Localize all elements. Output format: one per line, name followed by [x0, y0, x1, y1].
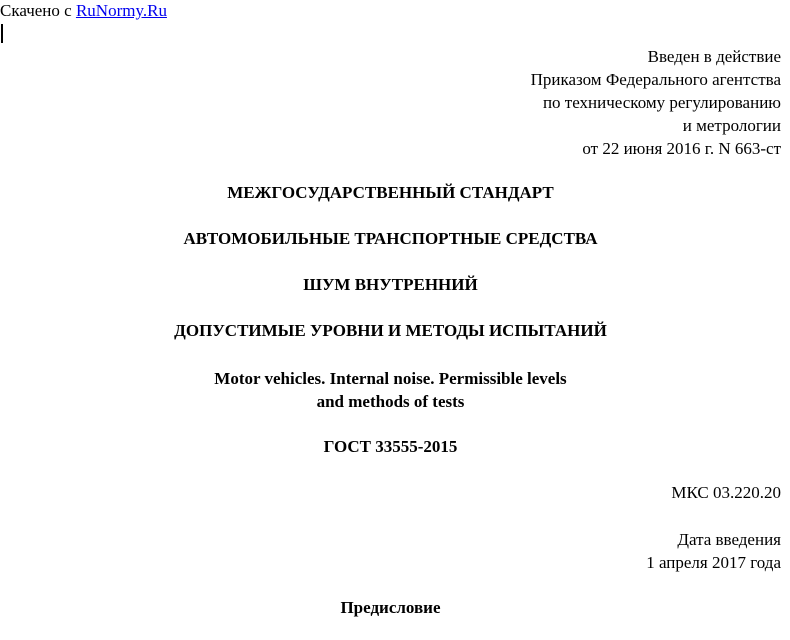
- english-title: [0, 367, 781, 413]
- enactment-line-4: и метрологии: [682, 116, 781, 135]
- preface-heading: Предисловие: [340, 598, 441, 617]
- source-line: [0, 1, 167, 21]
- english-title-line-2: and methods of tests: [316, 392, 465, 411]
- enactment-line-1: Введен в действие: [647, 47, 781, 66]
- enactment-line-2: Приказом Федерального агентства: [530, 70, 781, 89]
- standard-type-heading: МЕЖГОСУДАРСТВЕННЫЙ СТАНДАРТ: [227, 183, 554, 202]
- source-prefix: Скачено с: [0, 1, 76, 20]
- topic-heading: ШУМ ВНУТРЕННИЙ: [303, 275, 478, 294]
- english-title-line-1: Motor vehicles. Internal noise. Permissible levels: [214, 369, 567, 388]
- scope-heading: ДОПУСТИМЫЕ УРОВНИ И МЕТОДЫ ИСПЫТАНИЙ: [174, 321, 607, 340]
- enactment-line-3: по техническому регулированию: [542, 93, 781, 112]
- introduction-date-block: [646, 528, 781, 574]
- enactment-line-5: от 22 июня 2016 г. N 663-ст: [582, 139, 781, 158]
- introduction-date-label: Дата введения: [677, 530, 781, 549]
- introduction-date-value: 1 апреля 2017 года: [646, 553, 781, 572]
- subject-heading: АВТОМОБИЛЬНЫЕ ТРАНСПОРТНЫЕ СРЕДСТВА: [183, 229, 598, 248]
- enactment-block: [531, 45, 781, 160]
- mks-code: МКС 03.220.20: [671, 483, 781, 502]
- text-caret: [1, 24, 3, 43]
- runormy-link[interactable]: RuNormy.Ru: [75, 1, 167, 20]
- gost-designation: ГОСТ 33555-2015: [323, 437, 458, 456]
